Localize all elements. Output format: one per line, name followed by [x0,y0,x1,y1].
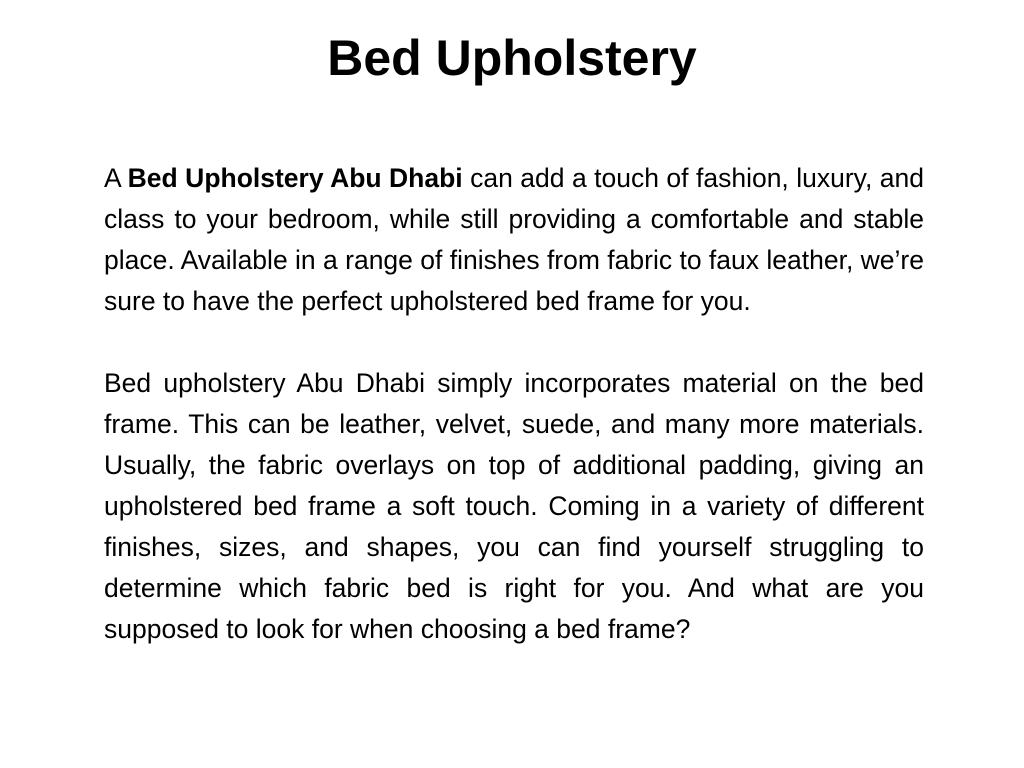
slide-title: Bed Upholstery [327,30,697,86]
slide-body [104,158,924,650]
paragraph-1-emphasis: Bed Upholstery Abu Dhabi [127,163,463,193]
paragraph-2: Bed upholstery Abu Dhabi simply incorporates material on the bed frame. This can be leather, velvet, suede, and many more materials. Usually, the fabric overlays on top of additional padding, giving an upholstered bed frame a soft touch. Coming in a variety of different finishes, sizes, and shapes, you can find yourself struggling to determine which fabric bed is right for you. And what are you supposed to look for when choosing a bed frame? [104,368,924,644]
paragraph-1-lead: A [104,163,128,193]
paragraph-1 [104,158,924,322]
paragraph-1-rest: can add a touch of fashion, luxury, and class to your bedroom, while still providing a comfortable and stable place. Available in a range of finishes from fabric to faux leather, we’re sure to have the perfect upholstered bed frame for you. [104,163,924,316]
